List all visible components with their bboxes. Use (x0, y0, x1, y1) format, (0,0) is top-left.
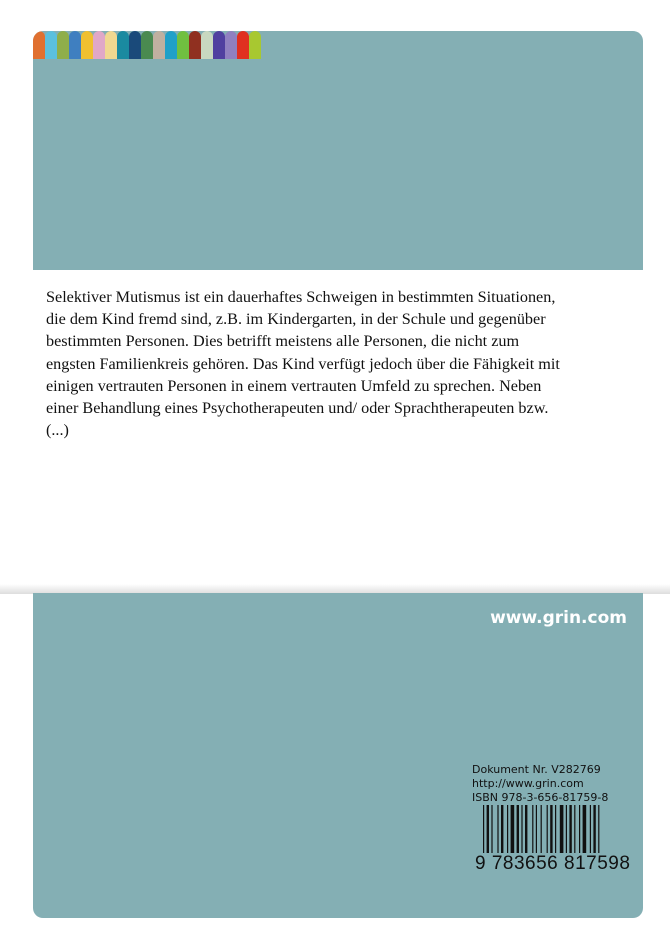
color-tab (153, 31, 165, 59)
color-tab (237, 31, 249, 59)
color-tab (105, 31, 117, 59)
color-tab (249, 31, 261, 59)
barcode-number: 9 783656 817598 (475, 853, 631, 874)
isbn: ISBN 978-3-656-81759-8 (472, 791, 609, 804)
color-tab (81, 31, 93, 59)
color-tab (117, 31, 129, 59)
cover-bottom-panel (33, 593, 643, 918)
cover-top-panel (33, 31, 643, 270)
color-tab (93, 31, 105, 59)
website-label: www.grin.com (490, 608, 627, 628)
document-number: Dokument Nr. V282769 (472, 763, 601, 776)
publication-info (472, 763, 608, 805)
color-tab (189, 31, 201, 59)
color-tab (33, 31, 45, 59)
color-tab (141, 31, 153, 59)
publisher-url: http://www.grin.com (472, 777, 584, 790)
color-tab (57, 31, 69, 59)
color-tab (165, 31, 177, 59)
color-tab (129, 31, 141, 59)
color-tab (69, 31, 81, 59)
color-tabs (33, 31, 261, 59)
color-tab (225, 31, 237, 59)
color-tab (201, 31, 213, 59)
blurb-text: Selektiver Mutismus ist ein dauerhaftes Schweigen in bestimmten Situationen, die dem Kind fremd sind, z.B. im Kindergarten, in der Schule und gegenüber bestimmten Personen. Dies betrifft meistens alle Personen, die nicht zum engsten Familienkreis gehören. Das Kind verfügt jedoch über die Fähigkeit mit einigen vertrauten Personen in einem vertrauten Umfeld zu sprechen. Neben einer Behandlung eines Psychotherapeuten und/ oder Sprachtherapeuten bzw. (...) (46, 288, 560, 440)
color-tab (213, 31, 225, 59)
color-tab (177, 31, 189, 59)
color-tab (45, 31, 57, 59)
